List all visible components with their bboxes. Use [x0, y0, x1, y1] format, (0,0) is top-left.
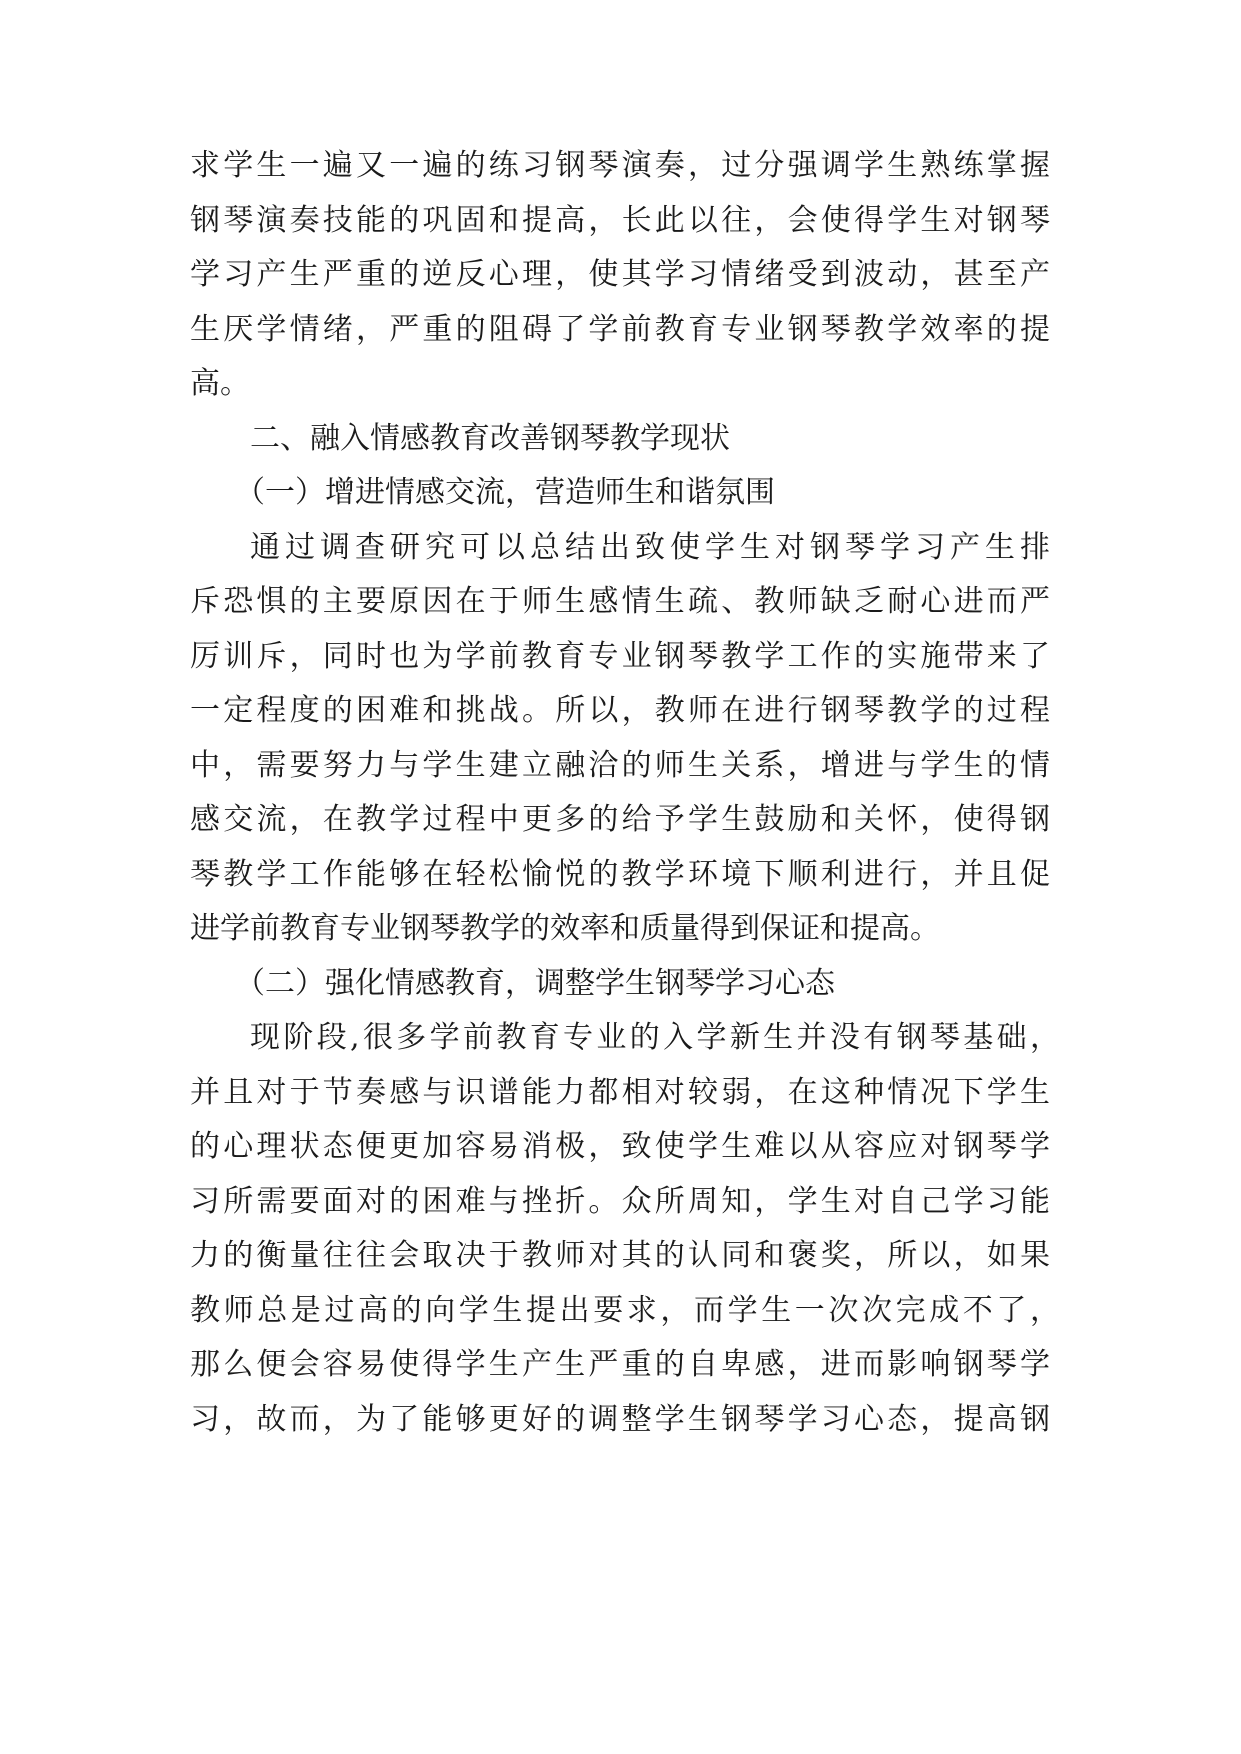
body-text-line: 琴教学工作能够在轻松愉悦的教学环境下顺利进行，并且促	[190, 857, 1050, 892]
body-text-line: 进学前教育专业钢琴教学的效率和质量得到保证和提高。	[190, 911, 940, 946]
body-text-line: 的心理状态便更加容易消极，致使学生难以从容应对钢琴学	[190, 1129, 1050, 1164]
body-text-line: 那么便会容易使得学生产生严重的自卑感，进而影响钢琴学	[190, 1347, 1050, 1382]
section-heading: 二、融入情感教育改善钢琴教学现状	[250, 421, 730, 456]
body-text-line: 求学生一遍又一遍的练习钢琴演奏，过分强调学生熟练掌握	[190, 148, 1050, 183]
body-text-line: 高。	[190, 366, 250, 401]
body-text-line: 教师总是过高的向学生提出要求，而学生一次次完成不了，	[190, 1293, 1060, 1328]
body-text-line: 习，故而，为了能够更好的调整学生钢琴学习心态，提高钢	[190, 1402, 1050, 1437]
body-text-line: 力的衡量往往会取决于教师对其的认同和褒奖，所以，如果	[190, 1238, 1050, 1273]
body-text-line: 斥恐惧的主要原因在于师生感情生疏、教师缺乏耐心进而严	[190, 584, 1050, 619]
subsection-heading: （一）增进情感交流，营造师生和谐氛围	[235, 475, 775, 510]
body-text-line: 钢琴演奏技能的巩固和提高，长此以往，会使得学生对钢琴	[190, 203, 1050, 238]
paragraph-first-line: 通过调查研究可以总结出致使学生对钢琴学习产生排	[250, 530, 1050, 565]
body-text-line: 生厌学情绪，严重的阻碍了学前教育专业钢琴教学效率的提	[190, 312, 1050, 347]
body-text-line: 感交流，在教学过程中更多的给予学生鼓励和关怀，使得钢	[190, 802, 1050, 837]
body-text-line: 一定程度的困难和挑战。所以，教师在进行钢琴教学的过程	[190, 693, 1050, 728]
body-text-line: 中，需要努力与学生建立融洽的师生关系，增进与学生的情	[190, 748, 1050, 783]
body-text-line: 习所需要面对的困难与挫折。众所周知，学生对自己学习能	[190, 1184, 1050, 1219]
subsection-heading: （二）强化情感教育，调整学生钢琴学习心态	[235, 966, 835, 1001]
body-text-line: 学习产生严重的逆反心理，使其学习情绪受到波动，甚至产	[190, 257, 1050, 292]
body-text-line: 厉训斥，同时也为学前教育专业钢琴教学工作的实施带来了	[190, 639, 1050, 674]
body-text-line: 并且对于节奏感与识谱能力都相对较弱，在这种情况下学生	[190, 1075, 1050, 1110]
paragraph-first-line: 现阶段,很多学前教育专业的入学新生并没有钢琴基础，	[250, 1020, 1060, 1055]
